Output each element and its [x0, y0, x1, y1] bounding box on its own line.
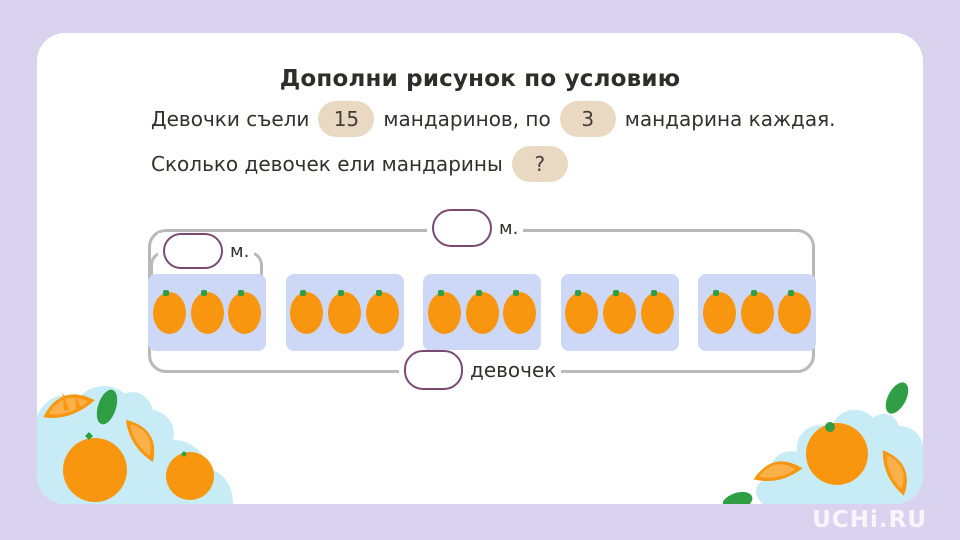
girls-label: девочек [470, 358, 557, 382]
groups-row [148, 274, 816, 351]
problem-line-1 [151, 101, 835, 137]
leaf-dot-icon [613, 290, 619, 296]
page-title: Дополни рисунок по условию [279, 66, 681, 92]
leaf-dot-icon [788, 290, 794, 296]
leaf-dot-icon [651, 290, 657, 296]
girls-count-input[interactable] [404, 350, 463, 390]
leaf-dot-icon [438, 290, 444, 296]
uchi-ru-logo: UCHi.RU [812, 507, 927, 533]
leaf-dot-icon [163, 290, 169, 296]
orange-icon [228, 292, 261, 334]
tangerines-decoration-left [37, 382, 257, 504]
orange-icon [466, 292, 499, 334]
group-unit-label: м. [230, 240, 250, 262]
group-answer-wrap [158, 233, 254, 269]
orange-icon [153, 292, 186, 334]
total-answer-wrap [427, 209, 523, 247]
leaf-icon [881, 380, 913, 417]
group-count-input[interactable] [163, 233, 223, 269]
orange-group-box [286, 274, 404, 351]
orange-icon [366, 292, 399, 334]
orange-group-box [698, 274, 816, 351]
orange-group-box [423, 274, 541, 351]
problem-text-2: мандаринов, по [383, 107, 551, 131]
orange-icon [503, 292, 536, 334]
problem-text-3: мандарина каждая. [624, 107, 836, 131]
leaf-dot-icon [751, 290, 757, 296]
leaf-dot-icon [238, 290, 244, 296]
orange-icon [603, 292, 636, 334]
tangerine-icon [166, 452, 214, 500]
leaf-dot-icon [376, 290, 382, 296]
leaf-dot-icon [300, 290, 306, 296]
orange-icon [290, 292, 323, 334]
total-unit-label: м. [499, 217, 519, 239]
question-text: Сколько девочек ели мандарины [151, 152, 503, 176]
orange-icon [703, 292, 736, 334]
girls-answer-wrap [399, 350, 561, 390]
total-count-badge: 15 [318, 101, 374, 137]
leaf-dot-icon [201, 290, 207, 296]
per-girl-count-badge: 3 [560, 101, 616, 137]
orange-group-box [561, 274, 679, 351]
leaf-dot-icon [575, 290, 581, 296]
orange-icon [428, 292, 461, 334]
orange-icon [741, 292, 774, 334]
orange-group-box [148, 274, 266, 351]
orange-icon [641, 292, 674, 334]
tangerine-icon [63, 438, 127, 502]
orange-icon [778, 292, 811, 334]
task-card [37, 33, 923, 504]
total-count-input[interactable] [432, 209, 492, 247]
tangerine-icon [806, 423, 868, 485]
tangerine-leaf-icon [825, 422, 835, 432]
tangerines-decoration-right [723, 380, 923, 504]
problem-line-2 [151, 146, 568, 182]
problem-text-1: Девочки съели [151, 107, 310, 131]
leaf-icon [723, 488, 755, 504]
orange-icon [191, 292, 224, 334]
leaf-dot-icon [338, 290, 344, 296]
leaf-dot-icon [713, 290, 719, 296]
orange-icon [565, 292, 598, 334]
leaf-dot-icon [513, 290, 519, 296]
leaf-dot-icon [476, 290, 482, 296]
question-mark-badge: ? [512, 146, 568, 182]
orange-icon [328, 292, 361, 334]
